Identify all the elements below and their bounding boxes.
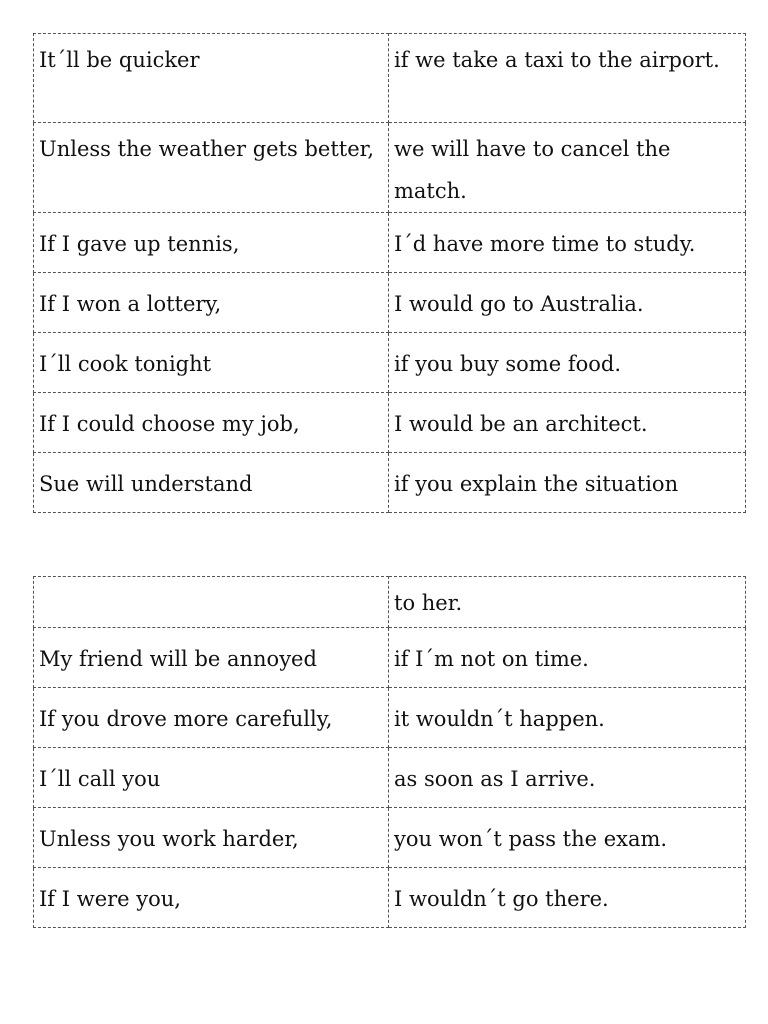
sentence-start-cell: I´ll cook tonight <box>34 333 389 393</box>
sentence-end-cell: if we take a taxi to the airport. <box>389 34 746 123</box>
sentence-end-cell: we will have to cancel the match. <box>389 123 746 213</box>
sentence-start-cell: I´ll call you <box>34 748 389 808</box>
sentence-start-cell <box>34 577 389 628</box>
sentence-start-cell: It´ll be quicker <box>34 34 389 123</box>
table-row <box>34 868 746 928</box>
sentence-end-cell: if you buy some food. <box>389 333 746 393</box>
sentence-cards-table-2 <box>33 576 746 928</box>
sentence-end-cell: if I´m not on time. <box>389 628 746 688</box>
sentence-start-cell: Sue will understand <box>34 453 389 513</box>
sentence-start-cell: Unless the weather gets better, <box>34 123 389 213</box>
sentence-end-cell: I´d have more time to study. <box>389 213 746 273</box>
table-row <box>34 628 746 688</box>
sentence-end-cell: I would go to Australia. <box>389 273 746 333</box>
table-row <box>34 688 746 748</box>
sentence-end-cell: I would be an architect. <box>389 393 746 453</box>
sentence-start-cell: If I gave up tennis, <box>34 213 389 273</box>
sentence-start-cell: If you drove more carefully, <box>34 688 389 748</box>
table-row <box>34 34 746 123</box>
sentence-end-cell: to her. <box>389 577 746 628</box>
table-row <box>34 213 746 273</box>
sentence-end-cell: you won´t pass the exam. <box>389 808 746 868</box>
table-row <box>34 748 746 808</box>
sentence-cards-table-1 <box>33 33 746 513</box>
sentence-start-cell: If I were you, <box>34 868 389 928</box>
sentence-start-cell: If I won a lottery, <box>34 273 389 333</box>
sentence-end-cell: as soon as I arrive. <box>389 748 746 808</box>
sentence-start-cell: If I could choose my job, <box>34 393 389 453</box>
table-row <box>34 453 746 513</box>
sentence-end-cell: it wouldn´t happen. <box>389 688 746 748</box>
table-row <box>34 333 746 393</box>
table-row <box>34 393 746 453</box>
table-row <box>34 273 746 333</box>
table-row <box>34 808 746 868</box>
table-row <box>34 123 746 213</box>
sentence-start-cell: Unless you work harder, <box>34 808 389 868</box>
table-row <box>34 577 746 628</box>
sentence-end-cell: if you explain the situation <box>389 453 746 513</box>
sentence-start-cell: My friend will be annoyed <box>34 628 389 688</box>
sentence-end-cell: I wouldn´t go there. <box>389 868 746 928</box>
